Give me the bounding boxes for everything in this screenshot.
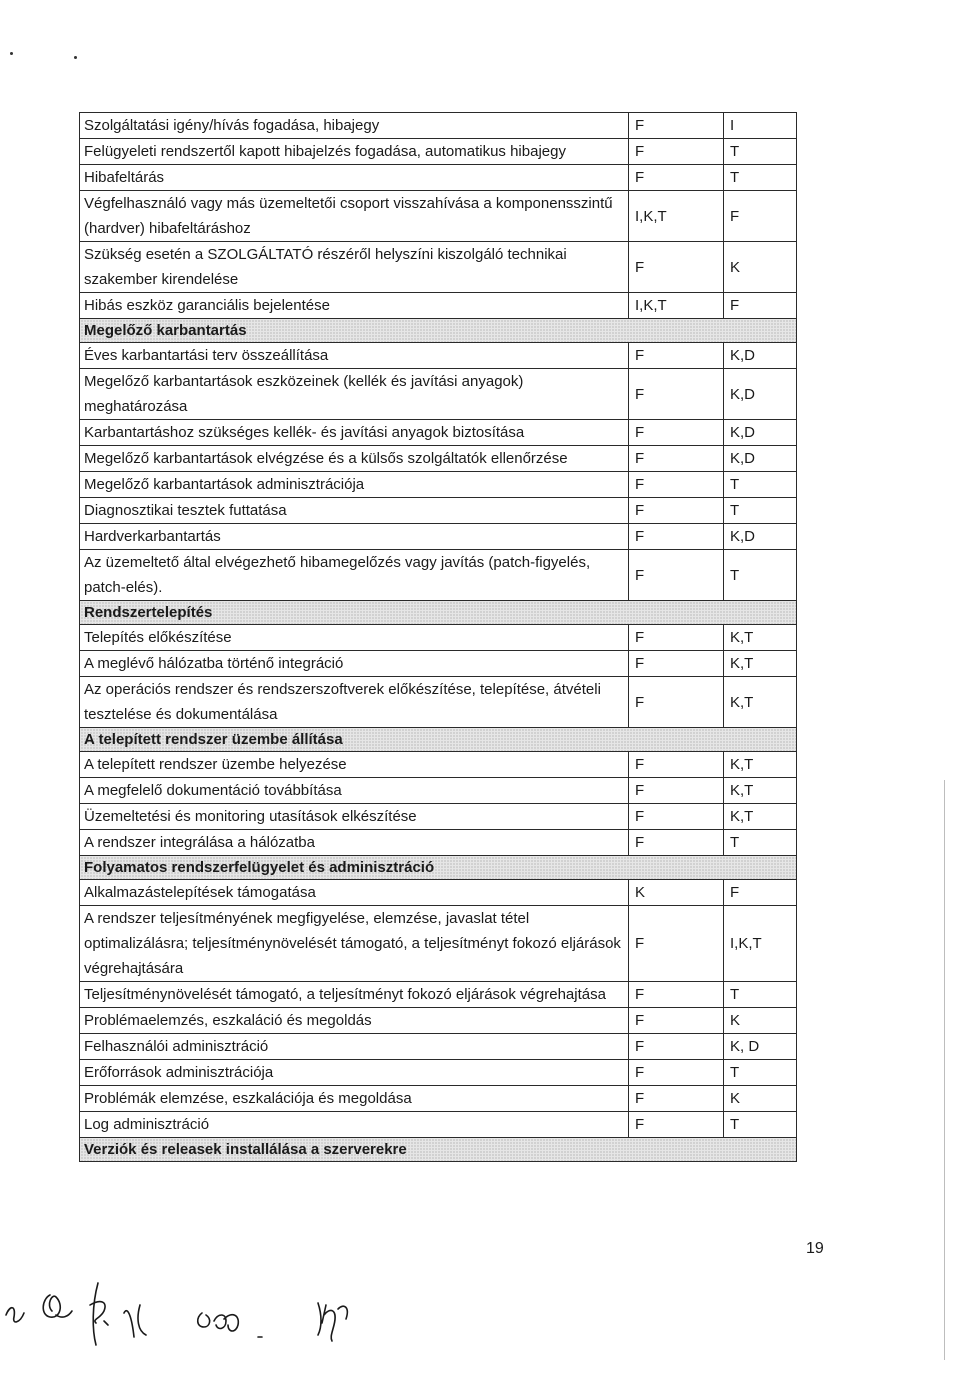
task-cell: Megelőző karbantartások adminisztrációja xyxy=(80,472,629,498)
role-cell-a: F xyxy=(629,472,724,498)
role-cell-b: K,D xyxy=(724,524,797,550)
task-cell: Felügyeleti rendszertől kapott hibajelzés fogadása, automatikus hibajegy xyxy=(80,139,629,165)
task-cell: Telepítés előkészítése xyxy=(80,625,629,651)
task-cell: Szükség esetén a SZOLGÁLTATÓ részéről helyszíni kiszolgáló technikai szakember kirendelése xyxy=(80,242,629,293)
role-cell-b: T xyxy=(724,139,797,165)
task-cell: Végfelhasználó vagy más üzemeltetői csoport visszahívása a komponensszintű (hardver) hibafeltáráshoz xyxy=(80,191,629,242)
role-cell-a: F xyxy=(629,1060,724,1086)
table-row xyxy=(80,191,797,242)
role-cell-b: K xyxy=(724,242,797,293)
section-header-row xyxy=(80,601,797,625)
table-row xyxy=(80,472,797,498)
role-cell-a: F xyxy=(629,651,724,677)
role-cell-a: I,K,T xyxy=(629,293,724,319)
task-cell: Megelőző karbantartások elvégzése és a külsős szolgáltatók ellenőrzése xyxy=(80,446,629,472)
role-cell-b: K,T xyxy=(724,651,797,677)
role-cell-a: F xyxy=(629,830,724,856)
role-cell-a: F xyxy=(629,906,724,982)
task-cell: Erőforrások adminisztrációja xyxy=(80,1060,629,1086)
role-cell-b: K,D xyxy=(724,369,797,420)
table-row xyxy=(80,778,797,804)
role-cell-b: K,D xyxy=(724,420,797,446)
role-cell-b: F xyxy=(724,293,797,319)
table-row xyxy=(80,880,797,906)
table-row xyxy=(80,139,797,165)
section-title: Rendszertelepítés xyxy=(80,601,797,625)
role-cell-a: F xyxy=(629,1086,724,1112)
role-cell-a: F xyxy=(629,420,724,446)
role-cell-a: F xyxy=(629,752,724,778)
table-body xyxy=(80,113,797,1162)
section-header-row xyxy=(80,728,797,752)
role-cell-b: T xyxy=(724,982,797,1008)
role-cell-b: K,D xyxy=(724,446,797,472)
table-row xyxy=(80,420,797,446)
table-row xyxy=(80,625,797,651)
task-cell: Hibafeltárás xyxy=(80,165,629,191)
role-cell-b: K,T xyxy=(724,752,797,778)
table-row xyxy=(80,1008,797,1034)
table-row xyxy=(80,1112,797,1138)
role-cell-a: F xyxy=(629,1008,724,1034)
task-cell: Éves karbantartási terv összeállítása xyxy=(80,343,629,369)
role-cell-a: F xyxy=(629,625,724,651)
role-cell-a: F xyxy=(629,677,724,728)
task-cell: Az üzemeltető által elvégezhető hibamegelőzés vagy javítás (patch-figyelés, patch-elés). xyxy=(80,550,629,601)
role-cell-a: F xyxy=(629,550,724,601)
role-cell-a: F xyxy=(629,139,724,165)
role-cell-b: K,T xyxy=(724,625,797,651)
scan-specks xyxy=(10,52,90,62)
section-title: A telepített rendszer üzembe állítása xyxy=(80,728,797,752)
table-row xyxy=(80,1060,797,1086)
role-cell-b: K, D xyxy=(724,1034,797,1060)
task-cell: Szolgáltatási igény/hívás fogadása, hibajegy xyxy=(80,113,629,139)
table-row xyxy=(80,906,797,982)
role-cell-a: F xyxy=(629,113,724,139)
table-row xyxy=(80,293,797,319)
task-cell: Hibás eszköz garanciális bejelentése xyxy=(80,293,629,319)
table-row xyxy=(80,830,797,856)
task-cell: Karbantartáshoz szükséges kellék- és javítási anyagok biztosítása xyxy=(80,420,629,446)
section-header-row xyxy=(80,856,797,880)
role-cell-b: T xyxy=(724,830,797,856)
table-row xyxy=(80,651,797,677)
role-cell-b: K,T xyxy=(724,804,797,830)
role-cell-a: F xyxy=(629,343,724,369)
section-header-row xyxy=(80,1138,797,1162)
table-row xyxy=(80,113,797,139)
task-cell: Teljesítménynövelését támogató, a teljesítményt fokozó eljárások végrehajtása xyxy=(80,982,629,1008)
table-row xyxy=(80,1034,797,1060)
table-row xyxy=(80,804,797,830)
table-row xyxy=(80,752,797,778)
task-cell: A rendszer teljesítményének megfigyelése, elemzése, javaslat tétel optimalizálásra; teljesítménynövelését támogató, a teljesítményt fokozó eljárások végrehajtására xyxy=(80,906,629,982)
handwritten-signature xyxy=(0,1275,400,1365)
task-cell: Az operációs rendszer és rendszerszoftverek előkészítése, telepítése, átvételi tesztelése és dokumentálása xyxy=(80,677,629,728)
section-header-row xyxy=(80,319,797,343)
role-cell-b: T xyxy=(724,165,797,191)
role-cell-b: K,T xyxy=(724,677,797,728)
role-cell-b: T xyxy=(724,550,797,601)
role-cell-a: K xyxy=(629,880,724,906)
page-number: 19 xyxy=(806,1240,824,1257)
task-cell: Alkalmazástelepítések támogatása xyxy=(80,880,629,906)
table-row xyxy=(80,343,797,369)
task-cell: Megelőző karbantartások eszközeinek (kellék és javítási anyagok) meghatározása xyxy=(80,369,629,420)
table-row xyxy=(80,498,797,524)
role-cell-a: F xyxy=(629,498,724,524)
role-cell-b: F xyxy=(724,191,797,242)
task-cell: Log adminisztráció xyxy=(80,1112,629,1138)
role-cell-a: F xyxy=(629,778,724,804)
role-cell-a: F xyxy=(629,165,724,191)
task-cell: Problémák elemzése, eszkalációja és megoldása xyxy=(80,1086,629,1112)
role-cell-a: F xyxy=(629,1112,724,1138)
role-cell-b: T xyxy=(724,1060,797,1086)
role-cell-a: F xyxy=(629,1034,724,1060)
section-title: Folyamatos rendszerfelügyelet és adminisztráció xyxy=(80,856,797,880)
role-cell-b: K,D xyxy=(724,343,797,369)
table-row xyxy=(80,165,797,191)
task-cell: Diagnosztikai tesztek futtatása xyxy=(80,498,629,524)
responsibility-table xyxy=(79,112,797,1162)
role-cell-b: K xyxy=(724,1008,797,1034)
table-row xyxy=(80,524,797,550)
task-cell: Üzemeltetési és monitoring utasítások elkészítése xyxy=(80,804,629,830)
task-cell: A meglévő hálózatba történő integráció xyxy=(80,651,629,677)
role-cell-b: F xyxy=(724,880,797,906)
task-cell: A telepített rendszer üzembe helyezése xyxy=(80,752,629,778)
role-cell-a: F xyxy=(629,446,724,472)
role-cell-a: F xyxy=(629,369,724,420)
task-cell: Felhasználói adminisztráció xyxy=(80,1034,629,1060)
role-cell-a: F xyxy=(629,804,724,830)
task-cell: A megfelelő dokumentáció továbbítása xyxy=(80,778,629,804)
role-cell-b: I xyxy=(724,113,797,139)
role-cell-b: K xyxy=(724,1086,797,1112)
table-row xyxy=(80,369,797,420)
section-title: Megelőző karbantartás xyxy=(80,319,797,343)
role-cell-b: T xyxy=(724,472,797,498)
role-cell-b: K,T xyxy=(724,778,797,804)
role-cell-a: F xyxy=(629,982,724,1008)
role-cell-a: I,K,T xyxy=(629,191,724,242)
scan-edge-line xyxy=(944,780,945,1360)
table-row xyxy=(80,1086,797,1112)
table-row xyxy=(80,550,797,601)
table-row xyxy=(80,677,797,728)
table-row xyxy=(80,446,797,472)
section-title: Verziók és releasek installálása a szerverekre xyxy=(80,1138,797,1162)
task-cell: A rendszer integrálása a hálózatba xyxy=(80,830,629,856)
role-cell-a: F xyxy=(629,524,724,550)
task-cell: Problémaelemzés, eszkaláció és megoldás xyxy=(80,1008,629,1034)
table-row xyxy=(80,242,797,293)
role-cell-b: T xyxy=(724,1112,797,1138)
task-cell: Hardverkarbantartás xyxy=(80,524,629,550)
table-row xyxy=(80,982,797,1008)
role-cell-b: T xyxy=(724,498,797,524)
role-cell-a: F xyxy=(629,242,724,293)
role-cell-b: I,K,T xyxy=(724,906,797,982)
